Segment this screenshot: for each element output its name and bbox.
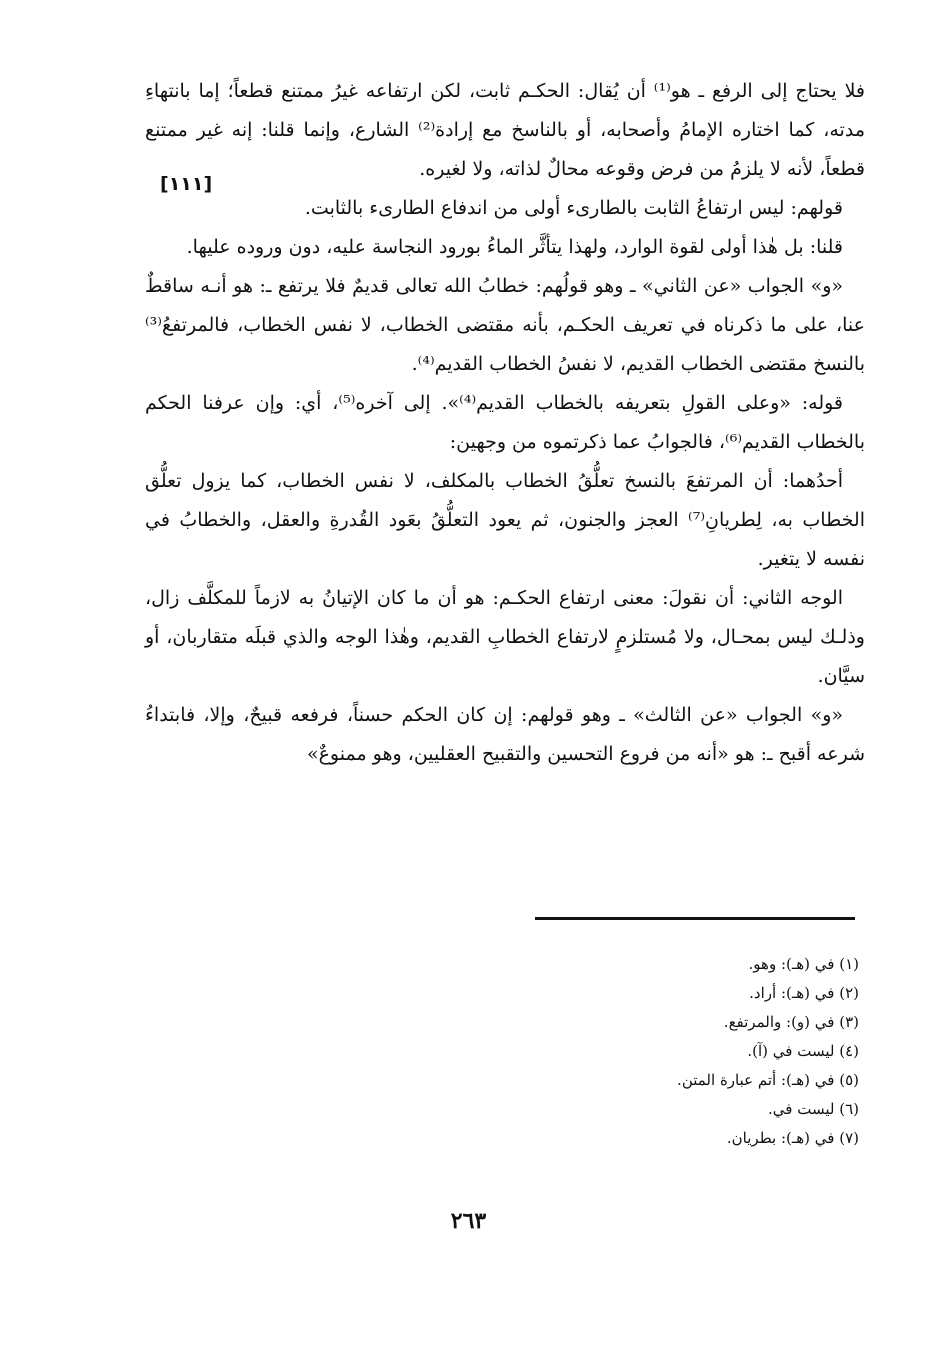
paragraph-7: الوجه الثاني: أن نقولَ: معنى ارتفاع الحكـم: هو أن ما كان الإتيانُ به لازماً للمكلَّف زال، وذلـك ليس بمحـال، ولا مُستلزمٍ لارتفاع الخطابِ القديم، وهٰذا الوجه والذي قبلَه متقاربان، أو سيَّان.	[145, 587, 865, 687]
footnote-3: (٣) في (و): والمرتفع.	[723, 1013, 859, 1031]
footnote-6: (٦) ليست في.	[768, 1100, 859, 1118]
paragraph-3: قلنا: بل هٰذا أولى لقوة الوارد، ولهذا يتأثَّر الماءُ بورود النجاسة عليه، دون وروده عليها.	[186, 236, 843, 258]
paragraph-1: فلا يحتاج إلى الرفع ـ هو⁽¹⁾ أن يُقال: الحكـم ثابت، لكن ارتفاعه غيرُ ممتنع قطعاً؛ إما بانتهاءِ مدته، كما اختاره الإمامُ وأصحابه، أو بالناسخ مع إرادة⁽²⁾ الشارع، وإنما قلنا: إنه غير ممتنع قطعاً، لأنه لا يلزمُ من فرض وقوعه محالٌ لذاته، ولا لغيره.	[145, 80, 865, 180]
footnotes	[459, 950, 859, 1153]
footnote-7: (٧) في (هـ): بطريان.	[726, 1129, 859, 1147]
footnote-2: (٢) في (هـ): أراد.	[749, 984, 859, 1002]
footnote-1: (١) في (هـ): وهو.	[748, 955, 859, 973]
footnote-4: (٤) ليست في (آ).	[747, 1042, 859, 1060]
paragraph-4: «و» الجواب «عن الثاني» ـ وهو قولُهم: خطابُ الله تعالى قديمٌ فلا يرتفع ـ: هو أنـه ساقطٌ عنا، على ما ذكرناه في تعريف الحكـم، بأنه مقتضى الخطاب، لا نفس الخطاب، فالمرتفعُ⁽³⁾ بالنسخ مقتضى الخطاب القديم، لا نفسُ الخطاب القديم⁽⁴⁾.	[145, 275, 865, 375]
paragraph-2: قولهم: ليس ارتفاعُ الثابت بالطارىء أولى من اندفاع الطارىء بالثابت.	[304, 197, 843, 219]
paragraph-5: قوله: «وعلى القولِ بتعريفه بالخطاب القديم⁽⁴⁾». إلى آخره⁽⁵⁾، أي: وإن عرفنا الحكم بالخطاب القديم⁽⁶⁾، فالجوابُ عما ذكرتموه من وجهين:	[145, 392, 865, 453]
main-text	[145, 72, 865, 774]
page-number: ٢٦٣	[450, 1208, 487, 1234]
footnote-divider	[535, 917, 855, 920]
paragraph-8: «و» الجواب «عن الثالث» ـ وهو قولهم: إن كان الحكم حسناً، فرفعه قبيحٌ، وإلا، فابتداءُ شرعه أقبح ـ: هو «أنه من فروع التحسين والتقبيح العقليين، وهو ممنوعٌ»	[145, 704, 865, 765]
reference-marker: [١١١]	[160, 173, 213, 195]
paragraph-6: أحدُهما: أن المرتفعَ بالنسخ تعلُّقُ الخطاب بالمكلف، لا نفس الخطاب، كما يزول تعلُّق الخطاب به، لِطريانِ⁽⁷⁾ العجز والجنون، ثم يعود التعلُّقُ بعَود القُدرةِ والعقل، والخطابُ في نفسه لا يتغير.	[145, 470, 865, 570]
footnote-5: (٥) في (هـ): أتم عبارة المتن.	[677, 1071, 859, 1089]
